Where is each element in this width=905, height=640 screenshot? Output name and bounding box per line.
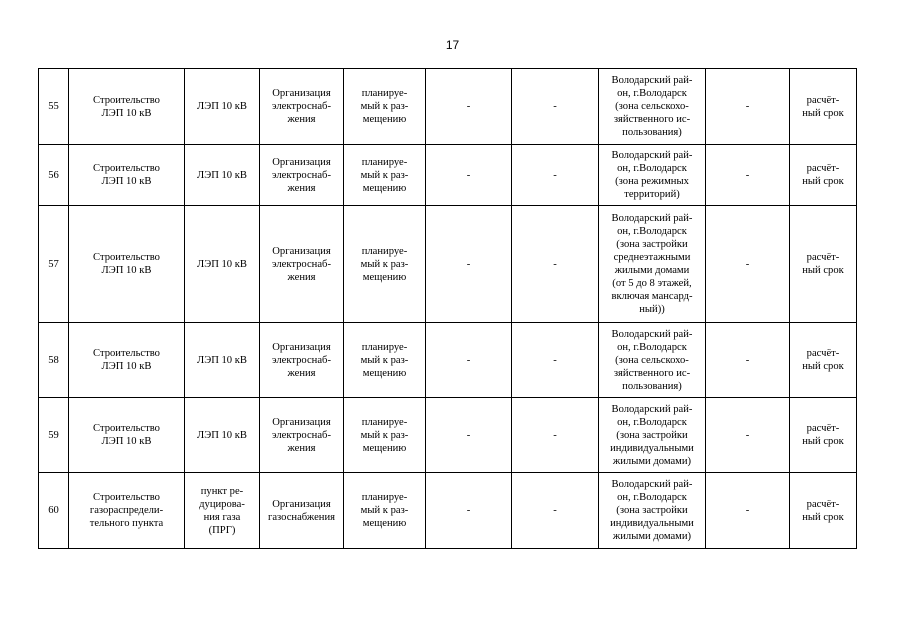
implementation-term: расчёт- ный срок	[790, 145, 857, 206]
row-number: 56	[39, 145, 69, 206]
object-location: Володарский рай- он, г.Володарск (зона режимных территорий)	[599, 145, 706, 206]
object-purpose: Организация электроснаб- жения	[260, 323, 344, 398]
cell-dash: -	[426, 69, 512, 145]
table-row	[39, 145, 857, 206]
object-type: ЛЭП 10 кВ	[185, 323, 260, 398]
cell-dash: -	[426, 145, 512, 206]
cell-dash: -	[706, 473, 790, 549]
object-name: Строительство ЛЭП 10 кВ	[69, 145, 185, 206]
object-status: планируе- мый к раз- мещению	[344, 206, 426, 323]
object-purpose: Организация газоснабжения	[260, 473, 344, 549]
row-number: 59	[39, 398, 69, 473]
cell-dash: -	[512, 398, 599, 473]
table-row	[39, 473, 857, 549]
object-purpose: Организация электроснаб- жения	[260, 398, 344, 473]
row-number: 60	[39, 473, 69, 549]
cell-dash: -	[426, 206, 512, 323]
row-number: 57	[39, 206, 69, 323]
table-row	[39, 398, 857, 473]
row-number: 58	[39, 323, 69, 398]
object-status: планируе- мый к раз- мещению	[344, 69, 426, 145]
object-location: Володарский рай- он, г.Володарск (зона сельскохо- зяйственного ис- пользования)	[599, 323, 706, 398]
object-status: планируе- мый к раз- мещению	[344, 323, 426, 398]
cell-dash: -	[706, 69, 790, 145]
implementation-term: расчёт- ный срок	[790, 323, 857, 398]
object-status: планируе- мый к раз- мещению	[344, 145, 426, 206]
cell-dash: -	[512, 69, 599, 145]
object-status: планируе- мый к раз- мещению	[344, 398, 426, 473]
object-type: ЛЭП 10 кВ	[185, 398, 260, 473]
cell-dash: -	[426, 473, 512, 549]
object-purpose: Организация электроснаб- жения	[260, 69, 344, 145]
cell-dash: -	[512, 206, 599, 323]
cell-dash: -	[512, 473, 599, 549]
object-location: Володарский рай- он, г.Володарск (зона застройки среднеэтажными жилыми домами (от 5 до 8 этажей, включая мансард- ный))	[599, 206, 706, 323]
object-location: Володарский рай- он, г.Володарск (зона застройки индивидуальными жилыми домами)	[599, 473, 706, 549]
cell-dash: -	[706, 398, 790, 473]
object-status: планируе- мый к раз- мещению	[344, 473, 426, 549]
object-name: Строительство газораспредели- тельного пункта	[69, 473, 185, 549]
page-number: 17	[445, 38, 460, 52]
object-type: ЛЭП 10 кВ	[185, 69, 260, 145]
table-row	[39, 69, 857, 145]
object-name: Строительство ЛЭП 10 кВ	[69, 206, 185, 323]
cell-dash: -	[426, 398, 512, 473]
object-name: Строительство ЛЭП 10 кВ	[69, 323, 185, 398]
cell-dash: -	[512, 145, 599, 206]
implementation-term: расчёт- ный срок	[790, 473, 857, 549]
table-row	[39, 323, 857, 398]
implementation-term: расчёт- ный срок	[790, 206, 857, 323]
objects-table	[38, 68, 857, 549]
object-name: Строительство ЛЭП 10 кВ	[69, 69, 185, 145]
object-type: ЛЭП 10 кВ	[185, 145, 260, 206]
cell-dash: -	[706, 206, 790, 323]
cell-dash: -	[706, 145, 790, 206]
object-type: пункт ре- дуцирова- ния газа (ПРГ)	[185, 473, 260, 549]
cell-dash: -	[512, 323, 599, 398]
object-type: ЛЭП 10 кВ	[185, 206, 260, 323]
implementation-term: расчёт- ный срок	[790, 69, 857, 145]
table-row	[39, 206, 857, 323]
object-location: Володарский рай- он, г.Володарск (зона сельскохо- зяйственного ис- пользования)	[599, 69, 706, 145]
object-purpose: Организация электроснаб- жения	[260, 145, 344, 206]
object-location: Володарский рай- он, г.Володарск (зона застройки индивидуальными жилыми домами)	[599, 398, 706, 473]
cell-dash: -	[426, 323, 512, 398]
cell-dash: -	[706, 323, 790, 398]
row-number: 55	[39, 69, 69, 145]
object-name: Строительство ЛЭП 10 кВ	[69, 398, 185, 473]
object-purpose: Организация электроснаб- жения	[260, 206, 344, 323]
implementation-term: расчёт- ный срок	[790, 398, 857, 473]
